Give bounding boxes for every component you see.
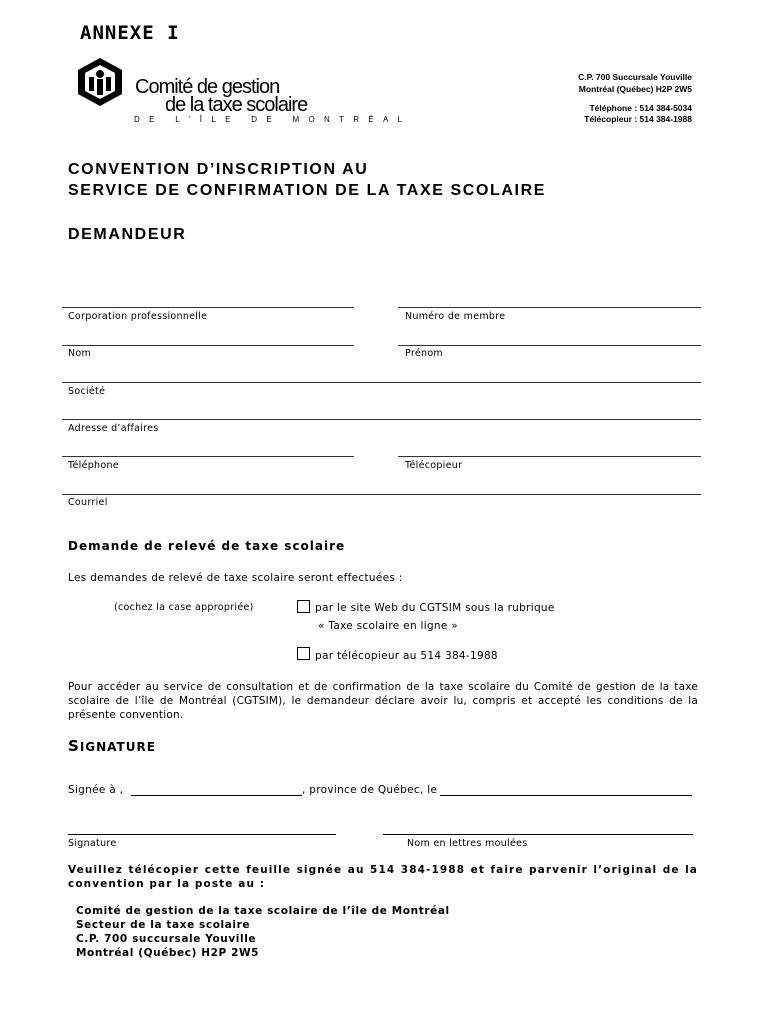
- prenom-line[interactable]: [398, 345, 701, 346]
- address-line2: Montréal (Québec) H2P 2W5: [578, 84, 692, 94]
- signed-at-label: Signée à ,: [68, 784, 124, 796]
- printed-name-label: Nom en lettres moulées: [407, 838, 528, 849]
- web-option-sublabel: « Taxe scolaire en ligne »: [318, 620, 459, 632]
- mail-address-line4: Montréal (Québec) H2P 2W5: [76, 947, 260, 959]
- nom-line[interactable]: [62, 345, 354, 346]
- address-fax: Télécopieur : 514 384-1988: [584, 114, 692, 124]
- date-line[interactable]: [440, 795, 692, 796]
- province-label: , province de Québec, le: [302, 784, 438, 796]
- adresse-line[interactable]: [62, 419, 701, 420]
- title-line1: CONVENTION D’INSCRIPTION AU: [68, 161, 369, 178]
- courriel-line[interactable]: [62, 494, 701, 495]
- mail-address-line1: Comité de gestion de la taxe scolaire de l’île de Montréal: [76, 905, 450, 917]
- signature-line[interactable]: [68, 834, 336, 835]
- signature-heading-rest: IGNATURE: [79, 740, 156, 754]
- address-line1: C.P. 700 Succursale Youville: [578, 72, 692, 82]
- fax-option-checkbox[interactable]: [297, 647, 310, 660]
- signature-heading: [68, 737, 156, 755]
- membre-line[interactable]: [398, 307, 701, 308]
- releve-heading: Demande de relevé de taxe scolaire: [68, 539, 346, 553]
- cgtsim-logo-icon: [76, 56, 124, 108]
- signature-heading-initial: S: [68, 737, 80, 755]
- section-demandeur: DEMANDEUR: [68, 226, 187, 243]
- releve-instruction: (cochez la case appropriée): [114, 602, 254, 613]
- conditions-paragraph: Pour accéder au service de consultation et de confirmation de la taxe scolaire du Comité de gestion de la taxe scolaire de l’île de Montréal (CGTSIM), le demandeur déclare avoir lu, compris et accepté les conditions de la présente convention.: [68, 681, 698, 721]
- membre-label: Numéro de membre: [405, 311, 506, 322]
- prenom-label: Prénom: [405, 348, 443, 359]
- org-name-line3: DE L'ÎLE DE MONTRÉAL: [134, 115, 412, 124]
- nom-label: Nom: [68, 348, 92, 359]
- telecopieur-label: Télécopieur: [405, 460, 463, 471]
- address-phone: Téléphone : 514 384-5034: [589, 103, 692, 113]
- web-option-checkbox[interactable]: [297, 600, 310, 613]
- org-name-line1: Comité de gestion: [135, 76, 280, 98]
- printed-name-line[interactable]: [383, 834, 693, 835]
- fax-instruction-line2: convention par la poste au :: [68, 878, 266, 890]
- fax-option-label: par télécopieur au 514 384-1988: [315, 650, 498, 662]
- org-name-line2: de la taxe scolaire: [165, 94, 308, 116]
- releve-intro: Les demandes de relevé de taxe scolaire seront effectuées :: [68, 572, 403, 584]
- corporation-label: Corporation professionnelle: [68, 311, 208, 322]
- telephone-line[interactable]: [62, 456, 354, 457]
- signature-label: Signature: [68, 838, 117, 849]
- signed-at-line[interactable]: [131, 795, 302, 796]
- telecopieur-line[interactable]: [398, 456, 701, 457]
- mail-address-line3: C.P. 700 succursale Youville: [76, 933, 257, 945]
- corporation-line[interactable]: [62, 307, 354, 308]
- courriel-label: Courriel: [68, 497, 108, 508]
- societe-line[interactable]: [62, 382, 701, 383]
- fax-instruction-line1: Veuillez télécopier cette feuille signée au 514 384-1988 et faire parvenir l’original de la: [68, 864, 698, 876]
- web-option-label: par le site Web du CGTSIM sous la rubrique: [315, 602, 555, 614]
- mail-address-line2: Secteur de la taxe scolaire: [76, 919, 251, 931]
- title-line2: SERVICE DE CONFIRMATION DE LA TAXE SCOLAIRE: [68, 182, 547, 199]
- telephone-label: Téléphone: [68, 460, 119, 471]
- societe-label: Société: [68, 386, 106, 397]
- adresse-label: Adresse d’affaires: [68, 423, 159, 434]
- annex-title: ANNEXE I: [80, 22, 180, 44]
